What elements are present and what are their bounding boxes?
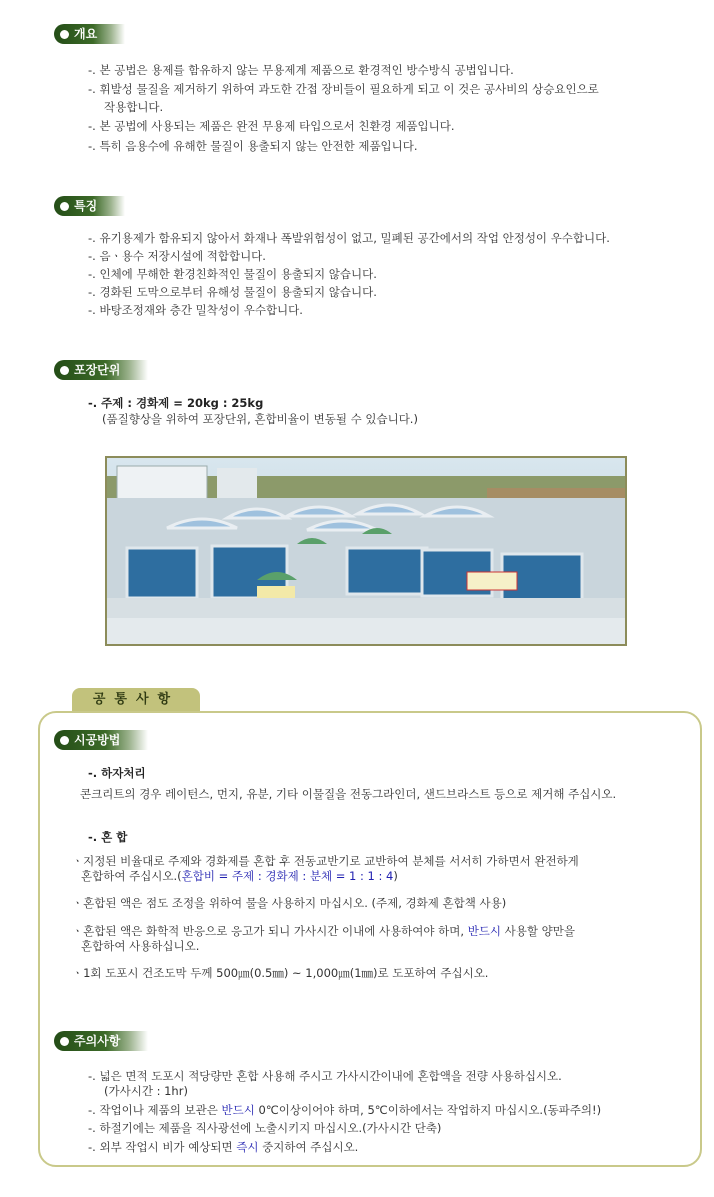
immediately-highlight: 즉시 [236,1140,259,1154]
bullet-circle-icon [60,1037,69,1046]
caution-item: -. 하절기에는 제품을 직사광선에 노출시키지 마십시오.(가사시간 단축) [88,1121,442,1135]
must-highlight: 반드시 [467,924,502,938]
mix-ratio-highlight: 혼합비 = 주제 : 경화제 : 분체 = 1 : 1 : 4 [181,869,394,883]
caution-item [88,1139,358,1155]
common-section-tab: 공통사항 [72,688,200,712]
features-item: -. 바탕조정재와 층간 밀착성이 우수합니다. [88,303,303,317]
method-subheading-defects: -. 하자처리 [88,766,146,780]
text-segment: 사용할 양만을 [501,924,575,938]
overview-item: 작용합니다. [104,100,164,114]
overview-item: -. 본 공법에 사용되는 제품은 완전 무용제 타입으로서 친환경 제품입니다. [88,119,455,133]
text-segment: ㆍ혼합된 액은 화학적 반응으로 응고가 되니 가사시간 이내에 사용하여야 하며, [72,924,468,938]
caution-item: -. 넓은 면적 도포시 적당량만 혼합 사용해 주시고 가사시간이내에 혼합액을 전량 사용하십시오. [88,1069,562,1083]
bullet-circle-icon [60,736,69,745]
features-item: -. 음ㆍ용수 저장시설에 적합합니다. [88,249,266,263]
method-subheading-mixing: -. 혼 합 [88,830,128,844]
method-title: 시공방법 [74,733,121,747]
caution-title: 주의사항 [74,1034,121,1048]
features-item: -. 인체에 무해한 환경친화적인 물질이 용출되지 않습니다. [88,267,377,281]
method-mixing-bullet-cont: 혼합하여 사용하십니오. [81,939,200,953]
method-mixing-bullet: ㆍ1회 도포시 건조도막 두께 500㎛(0.5㎜) ~ 1,000㎛(1㎜)로 도포하여 주십시오. [72,966,489,980]
method-defects-text: 콘크리트의 경우 레이턴스, 먼지, 유분, 기타 이물질을 전동그라인더, 샌드브라스트 등으로 제거해 주십시오. [80,787,617,801]
method-section-header [54,730,148,750]
packaging-ratio: -. 주제 : 경화제 = 20kg : 25kg [88,396,264,410]
method-mixing-bullet: ㆍ혼합된 액은 점도 조정을 위하여 물을 사용하지 마십시오. (주제, 경화제 혼합책 사용) [72,896,507,910]
features-section-header [54,196,125,216]
packaging-section-header [54,360,148,380]
overview-item: -. 휘발성 물질을 제거하기 위하여 과도한 간접 장비들이 필요하게 되고 이 것은 공사비의 상승요인으로 [88,82,599,96]
features-item: -. 유기용제가 함유되지 않아서 화재나 폭발위험성이 없고, 밀폐된 공간에서의 작업 안정성이 우수합니다. [88,231,610,245]
caution-section-header [54,1031,148,1051]
bullet-circle-icon [60,202,69,211]
bullet-circle-icon [60,30,69,39]
caution-item-cont: (가사시간 : 1hr) [104,1084,188,1098]
caution-item [88,1102,601,1118]
text-segment: 중지하여 주십시오. [258,1140,359,1154]
facility-photo [105,456,627,646]
packaging-note: (품질향상을 위하여 포장단위, 혼합비율이 변동될 수 있습니다.) [102,412,418,426]
features-title: 특징 [74,199,98,213]
bullet-circle-icon [60,366,69,375]
method-mixing-bullet [72,923,575,939]
text-segment: -. 작업이나 제품의 보관은 [88,1103,222,1117]
overview-title: 개요 [74,27,98,41]
overview-section-header [54,24,125,44]
method-mixing-bullet: ㆍ지정된 비율대로 주제와 경화제를 혼합 후 전동교반기로 교반하여 분체를 서서히 가하면서 완전하게 [72,854,579,868]
features-item: -. 경화된 도막으로부터 유해성 물질이 용출되지 않습니다. [88,285,377,299]
text-segment: -. 외부 작업시 비가 예상되면 [88,1140,237,1154]
overview-item: -. 특히 음용수에 유해한 물질이 용출되지 않는 안전한 제품입니다. [88,139,418,153]
overview-item: -. 본 공법은 용제를 함유하지 않는 무용제계 제품으로 환경적인 방수방식 공법입니다. [88,63,514,77]
method-mixing-bullet-cont [81,868,398,884]
text-segment: 혼합하여 주십시오.( [81,869,182,883]
must-highlight: 반드시 [221,1103,255,1117]
text-segment: ) [393,869,398,883]
text-segment: 0℃이상이어야 하며, 5℃이하에서는 작업하지 마십시오.(동파주의!) [254,1103,602,1117]
packaging-title: 포장단위 [74,363,121,377]
water-treatment-facility-image [107,458,625,644]
